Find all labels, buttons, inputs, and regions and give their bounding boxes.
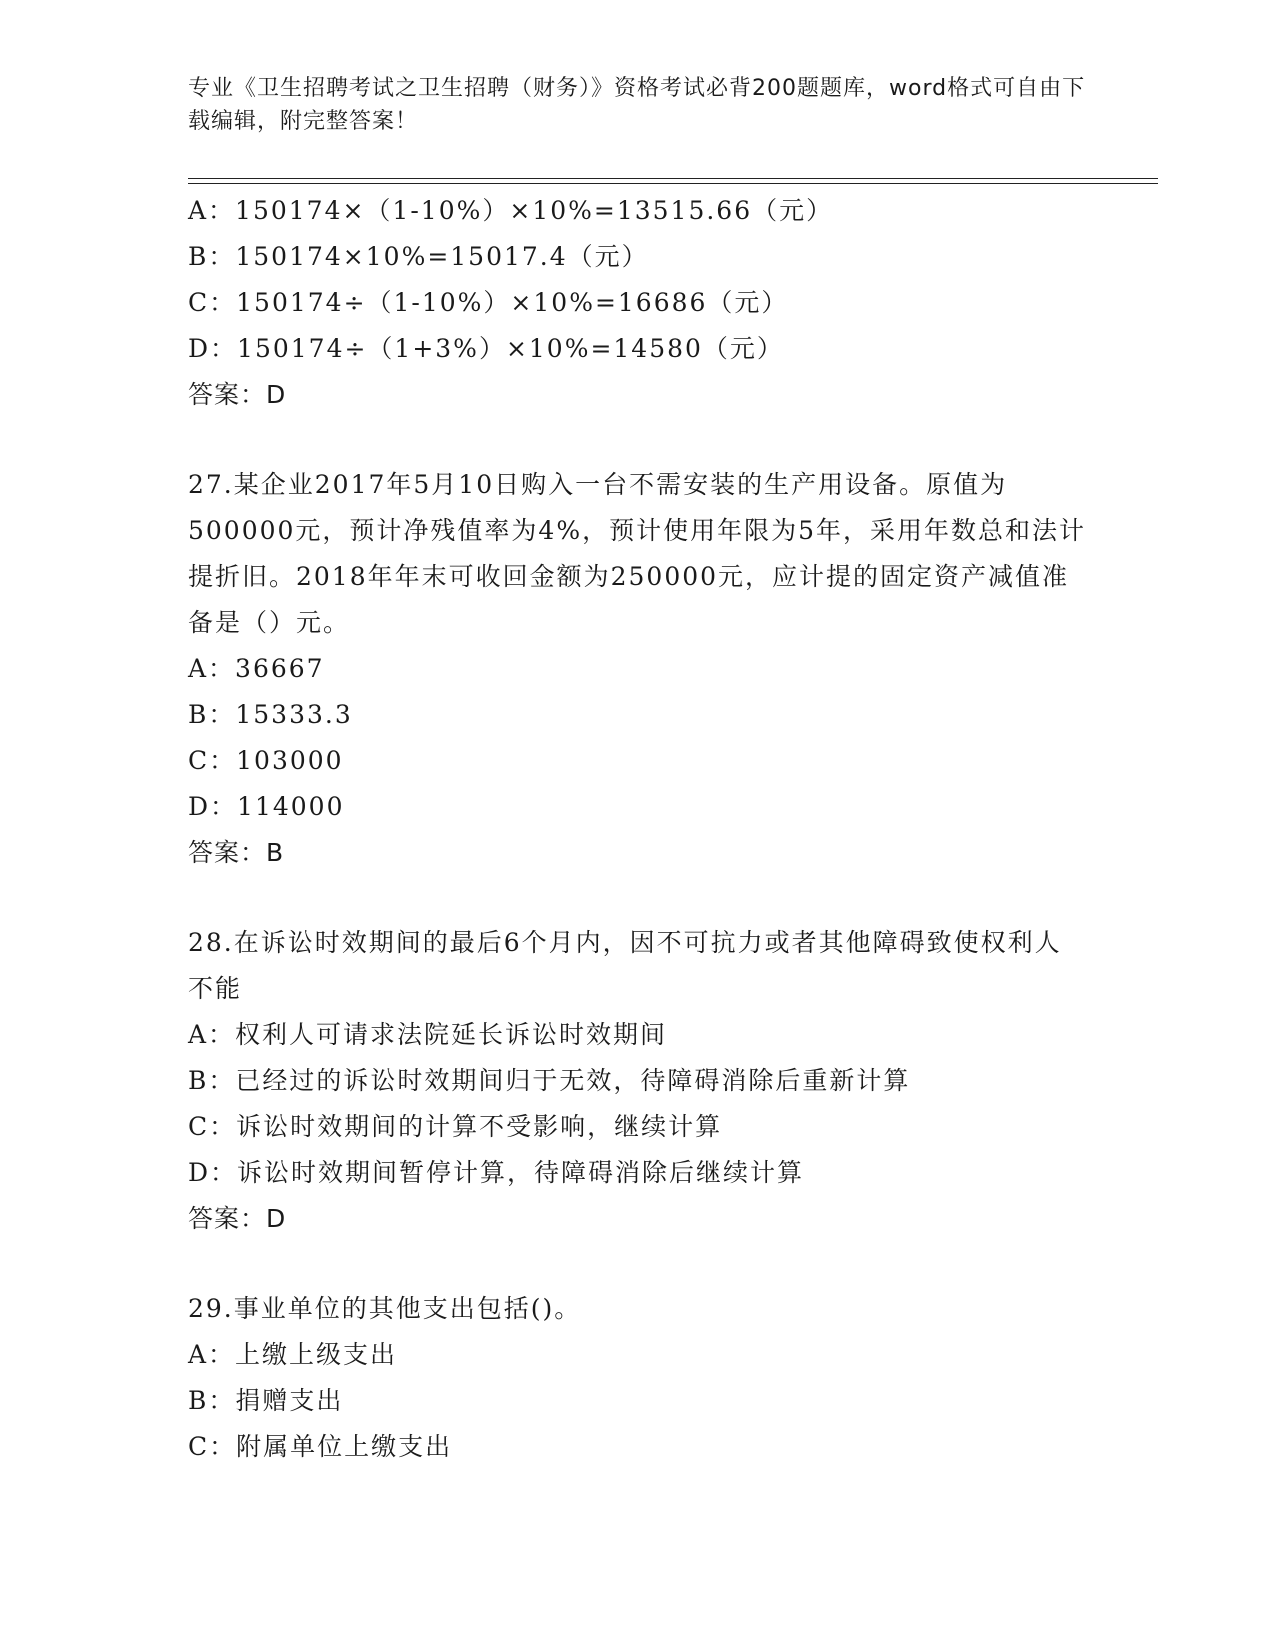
option-c: C：附属单位上缴支出 (188, 1432, 453, 1461)
question-26 (188, 188, 1088, 418)
option-d: D：150174÷（1+3%）×10%=14580（元） (188, 334, 784, 363)
question-stem: 27.某企业2017年5月10日购入一台不需安装的生产用设备。原值为500000元，预计净残值率为4%，预计使用年限为5年，采用年数总和法计提折旧。2018年年末可收回金额为250000元，应计提的固定资产减值准备是（）元。 (188, 470, 1087, 637)
spacer (188, 876, 1088, 920)
question-27 (188, 462, 1088, 876)
spacer (188, 1242, 1088, 1286)
header-divider-bottom (188, 183, 1158, 184)
option-c: C：诉讼时效期间的计算不受影响，继续计算 (188, 1112, 723, 1141)
option-a: A：权利人可请求法院延长诉讼时效期间 (188, 1020, 668, 1049)
answer-line: 答案：D (188, 380, 287, 409)
question-stem: 29.事业单位的其他支出包括()。 (188, 1294, 582, 1323)
answer-line: 答案：B (188, 838, 285, 867)
answer-line: 答案：D (188, 1204, 287, 1233)
option-b: B：15333.3 (188, 700, 353, 729)
option-c: C：150174÷（1-10%）×10%=16686（元） (188, 288, 789, 317)
option-d: D：114000 (188, 792, 345, 821)
question-stem: 28.在诉讼时效期间的最后6个月内，因不可抗力或者其他障碍致使权利人不能 (188, 928, 1062, 1003)
option-d: D：诉讼时效期间暂停计算，待障碍消除后继续计算 (188, 1158, 805, 1187)
option-c: C：103000 (188, 746, 344, 775)
page-header: 专业《卫生招聘考试之卫生招聘（财务）》资格考试必背200题题库，word格式可自由下载编辑，附完整答案！ (188, 76, 1086, 134)
spacer (188, 418, 1088, 462)
option-b: B：已经过的诉讼时效期间归于无效，待障碍消除后重新计算 (188, 1066, 911, 1095)
option-a: A：36667 (188, 654, 325, 683)
header-divider-top (188, 178, 1158, 179)
question-28 (188, 920, 1088, 1242)
option-b: B：150174×10%=15017.4（元） (188, 242, 649, 271)
question-29 (188, 1286, 1088, 1470)
option-b: B：捐赠支出 (188, 1386, 344, 1415)
question-content (188, 188, 1088, 1470)
option-a: A：上缴上级支出 (188, 1340, 398, 1369)
option-a: A：150174×（1-10%）×10%=13515.66（元） (188, 196, 834, 225)
